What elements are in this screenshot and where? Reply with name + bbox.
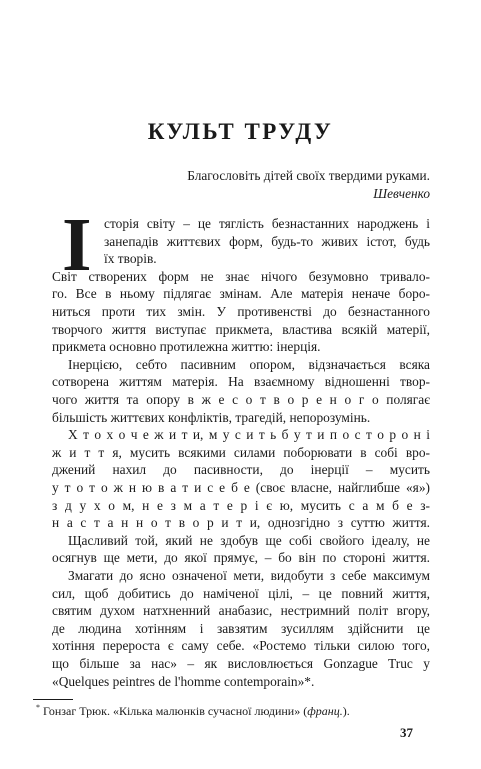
footnote-divider [33, 699, 73, 700]
text-line: джений нахил до пасивности, до інерції – мусить [52, 462, 430, 478]
epigraph-text: Благословіть дітей своїх твердими руками. [187, 168, 430, 183]
text-line: сил, щоб добитись до наміченої цілі, – це повний життя, [52, 585, 430, 601]
text-line: сторія світу – це тяглість безнастанних народжень і [104, 216, 430, 231]
text-line: більшість життєвих конфліктів, трагедій, непорозумінь. [52, 409, 371, 425]
text-line: Змагати до ясно означеної мети, видобути з себе максимум [68, 568, 430, 583]
epigraph-author: Шевченко [373, 186, 430, 201]
chapter-title: КУЛЬТ ТРУДУ [147, 119, 334, 144]
text-line: осягнув ще мети, до якої прямує, – бо він по стороні життя. [52, 550, 430, 566]
page-number: 37 [400, 724, 413, 740]
text-line: «Quelques peintres de l'homme contemporain»*. [52, 673, 315, 689]
footnote-tail: ). [342, 703, 350, 718]
text-line: прикмета основно протилежна життю: інерція. [52, 339, 321, 355]
text-line: їх творів. [104, 251, 157, 267]
text-line: з д у х о м, н е з м а т е р і є ю, мусить с а м б е з- [52, 497, 430, 513]
drop-cap-letter: І [62, 203, 92, 287]
text-line: ниться проти тих змін. У противенстві до безнастанного [52, 304, 430, 319]
text-line: Інерцією, себто пасивним опором, відзначається всяка [68, 356, 430, 372]
text-line: чого життя та опору в ж е с о т в о р е н о г о полягає [52, 392, 430, 407]
text-line: творчого життя виступає прикмета, властива всякій матерії, [52, 321, 430, 337]
text-line: го. Все в ньому підлягає змінам. Але матерія неначе боро- [52, 286, 430, 302]
text-line: де людина хотінням і завзятим зусиллям здійснити це [52, 620, 430, 636]
text-line: у т о т о ж н ю в а т и с е б е (своє власне, найглибше «я») [52, 480, 430, 495]
text-line: ж и т т я, мусить всякими силами поборювати в собі вро- [52, 444, 430, 460]
text-line: Щасливий той, який не здобув ще собі свойого ідеалу, не [68, 532, 430, 548]
text-line: що більше за нас» – як висловлюється Gonzague Truc у [52, 656, 430, 671]
text-line: н а с т а н н о т в о р и т и, однозгідно з суттю життя. [52, 515, 430, 531]
footnote-italic: франц. [307, 703, 343, 718]
footnote-marker: * [36, 702, 40, 712]
text-line: Світ створених форм не знає нічого безумовно тривало- [52, 268, 430, 284]
text-line: занепадів життєвих форм, будь-то живих істот, будь [104, 233, 430, 249]
text-line: святим духом натхненний анабазис, нестримний політ вгору, [52, 603, 430, 619]
footnote-text: Гонзаг Трюк. «Кілька малюнків сучасної людини» ( [40, 703, 308, 718]
footnote [36, 703, 350, 719]
text-line: хотіння перероста є саму себе. «Ростемо тільки силою того, [52, 638, 430, 654]
text-line: Х т о х о ч е ж и т и, м у с и т ь б у т и п о с т о р о н і [68, 427, 430, 443]
text-line: сотворена життям матерія. На взаємному відношенні твор- [52, 374, 430, 390]
